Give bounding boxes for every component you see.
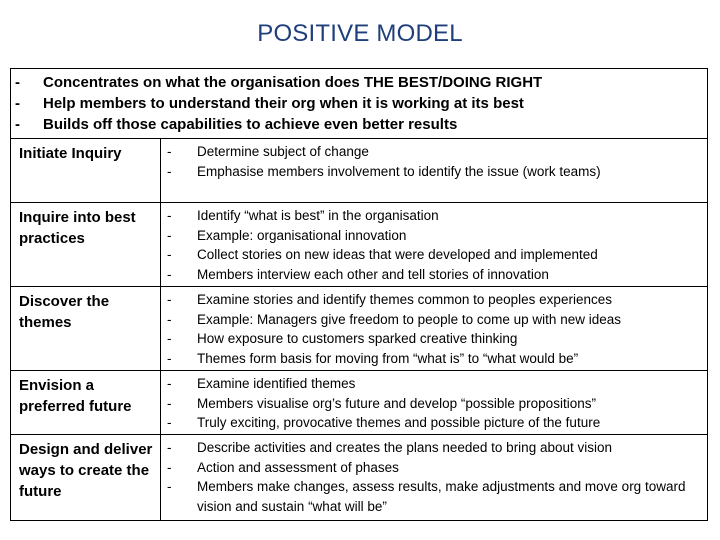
list-item: - Collect stories on new ideas that were developed and implemented <box>167 247 598 262</box>
stage-items <box>161 203 707 284</box>
stage-row-envision-future <box>11 371 707 435</box>
list-item: - Determine subject of change <box>167 144 369 159</box>
stage-items <box>161 287 707 368</box>
stage-items <box>161 435 707 516</box>
list-item: - Identify “what is best” in the organisation <box>167 208 439 223</box>
stage-label: Initiate Inquiry <box>11 139 161 202</box>
list-item: - Themes form basis for moving from “what is” to “what would be” <box>167 350 579 366</box>
stage-label: Envision a preferred future <box>11 371 161 434</box>
stage-label: Discover the themes <box>11 287 161 370</box>
list-item: - Example: organisational innovation <box>167 227 407 243</box>
intro-line: - Concentrates on what the organisation does THE BEST/DOING RIGHT <box>15 74 543 91</box>
list-item: - Describe activities and creates the plans needed to bring about vision <box>167 440 612 455</box>
intro-line: - Help members to understand their org when it is working at its best <box>15 95 524 112</box>
stage-row-design-deliver <box>11 435 707 520</box>
stage-label: Design and deliver ways to create the future <box>11 435 161 520</box>
list-item: - Truly exciting, provocative themes and possible picture of the future <box>167 415 601 430</box>
list-item: - Members interview each other and tell stories of innovation <box>167 266 549 282</box>
stage-items <box>161 139 707 181</box>
stage-label: Inquire into best practices <box>11 203 161 286</box>
list-item: - Examine identified themes <box>167 376 356 391</box>
list-item: - Members visualise org’s future and develop “possible propositions” <box>167 395 596 411</box>
stage-row-discover-themes <box>11 287 707 371</box>
intro-section <box>11 69 707 139</box>
list-item: - Example: Managers give freedom to people to come up with new ideas <box>167 311 621 327</box>
intro-line: - Builds off those capabilities to achieve even better results <box>15 116 458 133</box>
list-item: - Examine stories and identify themes common to peoples experiences <box>167 292 612 307</box>
list-item: - Members make changes, assess results, make adjustments and move org toward vision and sustain “what will be” <box>167 479 686 514</box>
page-title: POSITIVE MODEL <box>257 20 463 47</box>
stage-row-inquire-best-practices <box>11 203 707 287</box>
list-item: - Emphasise members involvement to identify the issue (work teams) <box>167 163 601 179</box>
list-item: - How exposure to customers sparked creative thinking <box>167 331 518 346</box>
stage-row-initiate-inquiry <box>11 139 707 203</box>
model-table <box>10 68 708 521</box>
list-item: - Action and assessment of phases <box>167 459 399 475</box>
stage-items <box>161 371 707 433</box>
